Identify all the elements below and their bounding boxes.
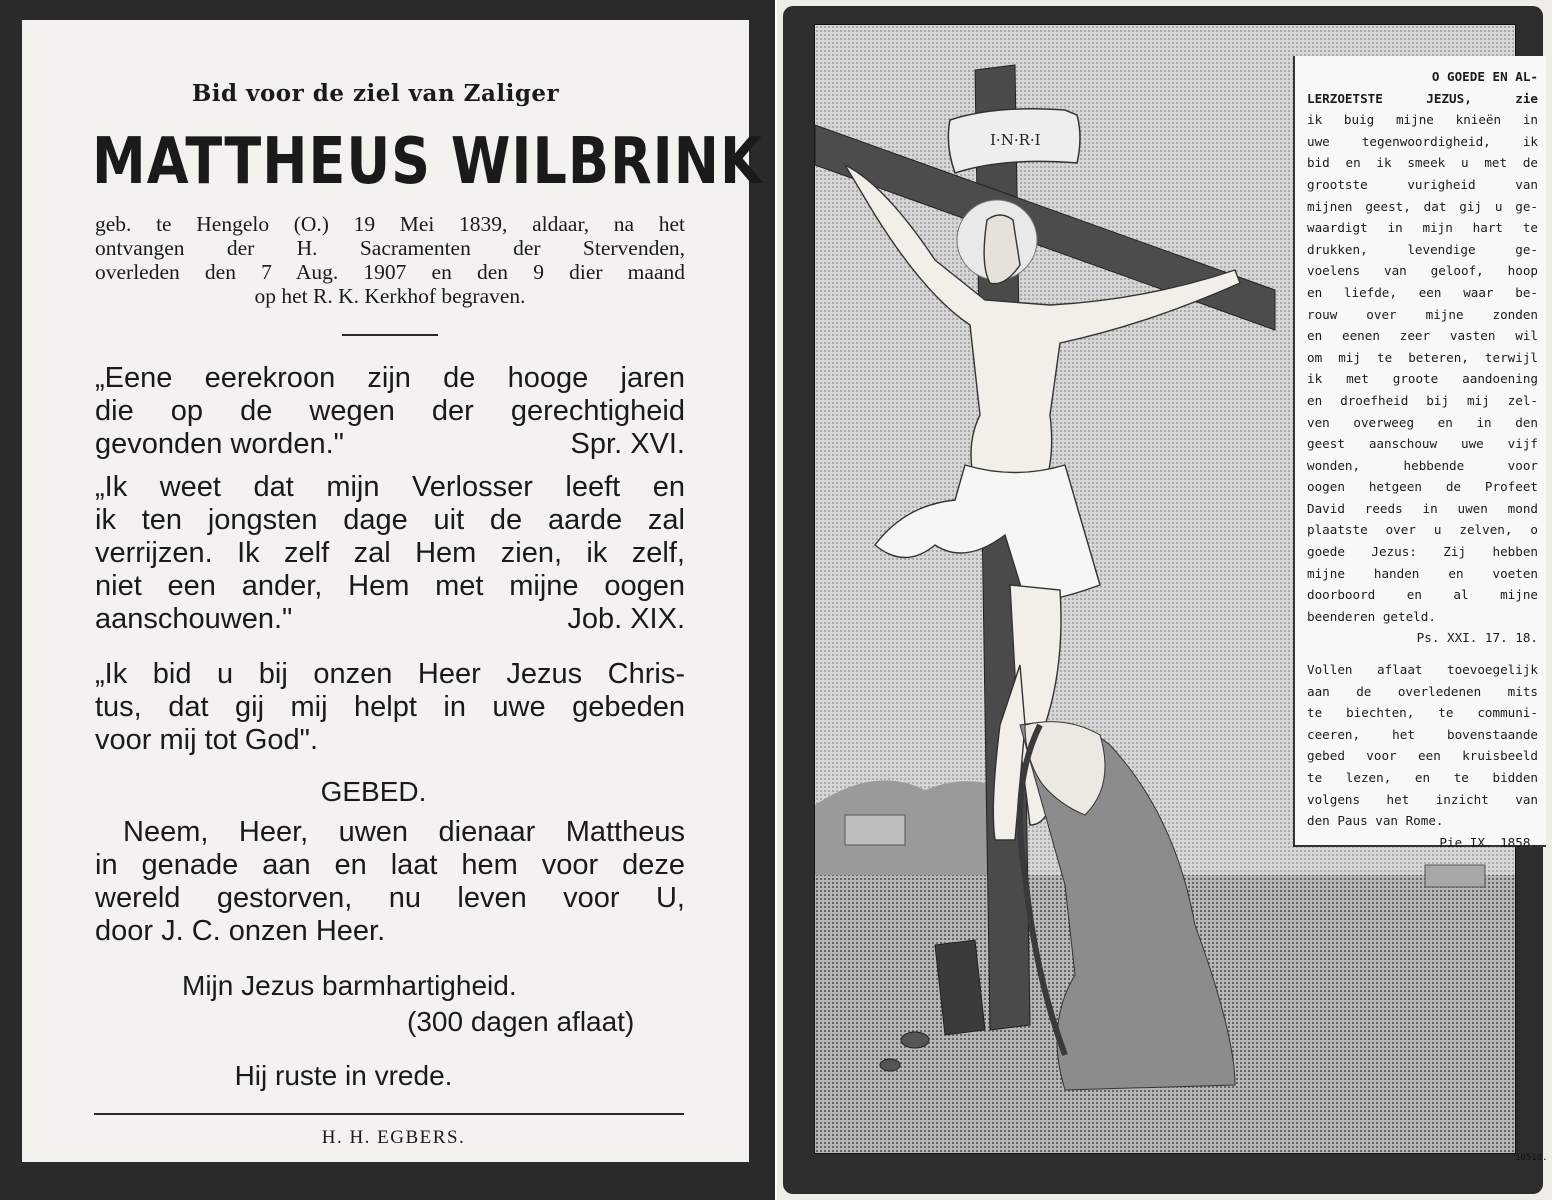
prayer-line: ik met groote aandoening (1307, 371, 1538, 387)
prayer-line: drukken, levendige ge- (1307, 241, 1538, 257)
prayer-line: doorboord en al mijne (1307, 587, 1538, 603)
indulgence-line: Vollen aflaat toevoegelijk (1307, 662, 1538, 678)
prayer-line: beenderen geteld. (1307, 608, 1436, 624)
gebed-heading: GEBED. (320, 776, 427, 807)
verse-line: „Ik bid u bij onzen Heer Jezus Chris- (95, 658, 685, 690)
biography (95, 212, 685, 308)
prayer-line: en liefde, een waar be- (1307, 284, 1538, 300)
verse-line: niet een ander, Hem met mijne oogen (95, 570, 685, 602)
bio-line: op het R. K. Kerkhof begraven. (254, 284, 526, 308)
plate-number: 10510. (1515, 1153, 1548, 1163)
verse-line: aanschouwen." (95, 603, 293, 635)
prayer-line: en droefheid bij mij zel- (1307, 392, 1538, 408)
prayer-line: mijnen geest, dat gij u ge- (1307, 198, 1538, 214)
indulgence-reference: Pie IX. 1858. (1439, 834, 1538, 850)
prayer-line: grootste vurigheid van (1307, 176, 1538, 192)
indulgence-line: volgens het inzicht van (1307, 791, 1538, 807)
prayer-reference: Ps. XXI. 17. 18. (1416, 630, 1538, 646)
indulgence-note: (300 dagen aflaat) (407, 1006, 635, 1037)
verse-line: „Ik weet dat mijn Verlosser leeft en (95, 471, 685, 503)
deceased-name: MATTHEUS WILBRINK (92, 124, 763, 199)
prayer-line: ik buig mijne knieën in (1307, 112, 1538, 128)
verse-job (95, 471, 685, 636)
divider (342, 334, 438, 336)
memorial-card-back (777, 0, 1552, 1200)
prayer-line: waardigt in mijn hart te (1307, 220, 1538, 236)
indulgence-line: te biechten, te communi- (1307, 705, 1538, 721)
indulgence-line: aan de overledenen mits (1307, 683, 1538, 699)
prayer-line: wonden, hebbende voor (1307, 457, 1538, 473)
verse-line: ik ten jongsten dage uit de aarde zal (95, 504, 685, 536)
prayer-line: en eenen zeer vasten wil (1307, 328, 1538, 344)
indulgence-line: te lezen, en te bidden (1307, 770, 1538, 785)
prayer-line: O GOEDE EN AL- (1431, 69, 1538, 84)
verse-line: voor mij tot God". (95, 724, 319, 756)
rest-in-peace: Hij ruste in vrede. (234, 1060, 453, 1091)
gebed-text (95, 816, 685, 948)
prayer-line: David reeds in uwen mond (1307, 500, 1538, 516)
verse-reference: Spr. XVI. (570, 428, 685, 460)
memorial-card-front (0, 0, 775, 1200)
prayer-line: ven overweeg en in den (1307, 414, 1538, 430)
prayer-line: goede Jezus: Zij hebben (1307, 544, 1538, 560)
gebed-line: Neem, Heer, uwen dienaar Mattheus (123, 816, 685, 848)
prayer-line: om mij te beteren, terwijl (1307, 349, 1538, 365)
indulgence-line: gebed voor een kruisbeeld (1307, 748, 1538, 764)
verse-proverbs (95, 362, 685, 461)
intro-line: Bid voor de ziel van Zaliger (191, 80, 560, 107)
bio-line: ontvangen der H. Sacramenten der Stervenden, (95, 236, 685, 260)
divider (94, 1113, 684, 1115)
prayer-text-box (1293, 56, 1546, 850)
card-text-panel (22, 20, 763, 1162)
verse-line: gevonden worden." (95, 428, 344, 460)
prayer-line: rouw over mijne zonden (1307, 306, 1538, 322)
gebed-line: wereld gestorven, nu leven voor U, (95, 882, 685, 914)
verse-prayer-request (95, 658, 685, 757)
bio-line: geb. te Hengelo (O.) 19 Mei 1839, aldaar, na het (95, 212, 685, 236)
verse-line: die op de wegen der gerechtigheid (95, 395, 685, 427)
inri-text: I·N·R·I (990, 131, 1041, 149)
prayer-line: plaatste over u zelven, o (1307, 522, 1538, 538)
prayer-line: LERZOETSTE JEZUS, zie (1307, 90, 1538, 106)
verse-line-with-ref (95, 603, 685, 636)
prayer-line: geest aanschouw uwe vijf (1307, 436, 1538, 452)
prayer-line: oogen hetgeen de Profeet (1307, 479, 1538, 495)
prayer-line: mijne handen en voeten (1307, 565, 1538, 581)
verse-line: „Eene eerekroon zijn de hooge jaren (95, 362, 685, 394)
gebed-line: in genade aan en laat hem voor deze (95, 849, 685, 881)
gebed-line: door J. C. onzen Heer. (95, 915, 386, 947)
bio-line: overleden den 7 Aug. 1907 en den 9 dier maand (95, 260, 685, 284)
indulgence-line: ceeren, het bovenstaande (1307, 726, 1538, 742)
closing-prayer: Mijn Jezus barmhartigheid. (182, 970, 517, 1001)
indulgence-line: den Paus van Rome. (1307, 813, 1444, 829)
prayer-line: voelens van geloof, hoop (1307, 263, 1538, 279)
verse-line: verrijzen. Ik zelf zal Hem zien, ik zelf, (95, 537, 685, 569)
crucifixion-illustration (814, 24, 1548, 1163)
verse-line-with-ref (95, 428, 685, 461)
prayer-line: bid en ik smeek u met de (1307, 155, 1538, 171)
verse-reference: Job. XIX. (567, 603, 685, 635)
verse-line: tus, dat gij mij helpt in uwe gebeden (95, 691, 685, 723)
printer-name: H. H. EGBERS. (321, 1127, 466, 1148)
prayer-line: uwe tegenwoordigheid, ik (1307, 133, 1538, 149)
